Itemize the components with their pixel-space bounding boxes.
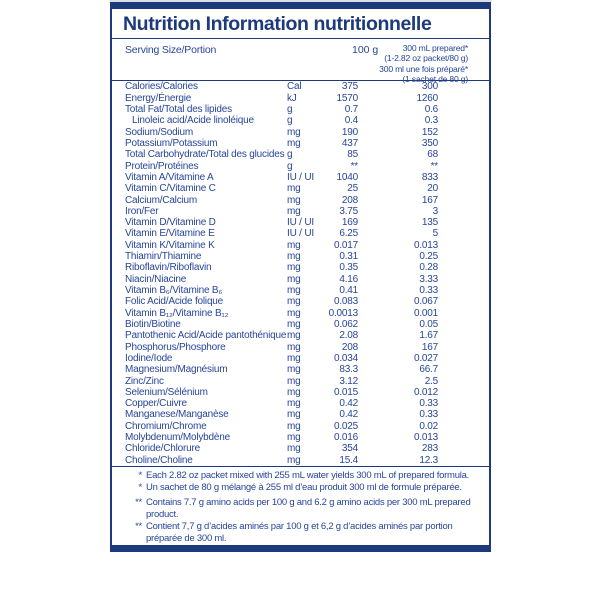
value-per-100g: 0.7	[344, 104, 358, 115]
value-per-100g: 354	[341, 443, 358, 455]
nutrient-unit: mg	[287, 251, 301, 263]
nutrient-row	[125, 455, 489, 466]
nutrient-row	[125, 285, 489, 296]
value-per-300ml: 3	[432, 205, 438, 217]
prepared-line-2: (1-2.82 oz packet/80 g)	[384, 53, 468, 64]
nutrition-label	[110, 2, 491, 552]
nutrient-row	[125, 274, 489, 285]
nutrient-row	[125, 342, 489, 353]
nutrient-unit: g	[287, 149, 293, 161]
value-per-300ml: 0.02	[419, 420, 438, 432]
nutrient-unit: mg	[287, 126, 301, 138]
nutrient-name: Protein/Protéines	[125, 160, 199, 172]
footnote-text: Each 2.82 oz packet mixed with 255 mL water yields 300 mL of prepared formula.	[146, 470, 470, 481]
value-per-100g: 83.3	[339, 364, 358, 376]
value-per-300ml: 300	[421, 81, 438, 93]
value-per-100g: 0.4	[344, 115, 358, 127]
nutrient-name: Vitamin B₆/Vitamine B₆	[125, 285, 223, 296]
nutrient-row	[125, 195, 489, 206]
nutrient-name: Energy/Énergie	[125, 92, 192, 104]
value-per-300ml: 0.013	[413, 239, 438, 251]
nutrient-unit: g	[287, 160, 293, 172]
nutrient-row	[125, 262, 489, 273]
value-per-100g: 1040	[336, 171, 358, 183]
value-per-300ml: 0.067	[413, 296, 438, 308]
nutrient-unit: mg	[287, 285, 301, 296]
prepared-line-4: (1 sachet de 80 g)	[402, 73, 468, 84]
value-per-300ml: **	[430, 160, 438, 172]
nutrient-name: Total Carbohydrate/Total des glucides	[125, 149, 285, 161]
value-per-300ml: 1.67	[419, 330, 438, 342]
nutrient-unit: mg	[287, 398, 301, 410]
value-per-300ml: 0.013	[413, 432, 438, 444]
nutrient-unit: mg	[287, 307, 301, 319]
value-per-100g: 0.35	[339, 262, 358, 274]
nutrient-name: Vitamin K/Vitamine K	[125, 239, 215, 251]
nutrient-row	[125, 115, 489, 126]
nutrient-name: Vitamin C/Vitamine C	[125, 183, 216, 195]
value-per-100g: 0.034	[333, 352, 358, 364]
value-per-300ml: 0.001	[413, 307, 438, 319]
nutrient-unit: mg	[287, 262, 301, 274]
value-per-300ml: 350	[421, 137, 438, 149]
nutrient-unit: mg	[287, 364, 301, 376]
nutrient-row	[125, 240, 489, 251]
value-per-100g: 437	[341, 137, 358, 149]
nutrient-unit: mg	[287, 341, 301, 353]
value-per-100g: 3.75	[339, 205, 358, 217]
nutrient-name: Vitamin D/Vitamine D	[125, 217, 216, 229]
value-per-300ml: 12.3	[419, 454, 438, 466]
value-per-300ml: 1260	[416, 92, 438, 104]
value-per-300ml: 0.33	[419, 409, 438, 421]
prepared-line-1: 300 mL prepared*	[402, 43, 468, 53]
nutrient-name: Molybdenum/Molybdène	[125, 432, 230, 444]
nutrient-unit: mg	[287, 443, 301, 455]
value-per-100g: 0.017	[333, 239, 358, 251]
nutrient-name: Vitamin E/Vitamine E	[125, 228, 215, 240]
nutrient-row	[125, 138, 489, 149]
nutrient-unit: mg	[287, 420, 301, 432]
nutrient-name: Selenium/Sélénium	[125, 386, 208, 398]
footnote-marker: **	[135, 521, 142, 532]
nutrient-name: Choline/Choline	[125, 454, 193, 466]
footnote-marker: *	[138, 482, 142, 493]
value-per-100g: 0.31	[339, 251, 358, 263]
nutrient-row	[125, 376, 489, 387]
nutrient-name: Calcium/Calcium	[125, 194, 198, 206]
nutrient-row	[125, 364, 489, 375]
nutrient-name: Iodine/Iode	[125, 352, 173, 364]
value-per-300ml: 3.33	[419, 273, 438, 285]
nutrient-row	[125, 398, 489, 409]
nutrient-row	[125, 206, 489, 217]
value-per-300ml: 2.5	[424, 375, 438, 387]
nutrient-name: Linoleic acid/Acide linoléique	[132, 115, 254, 127]
nutrient-table	[112, 81, 489, 467]
nutrient-name: Chloride/Chlorure	[125, 443, 200, 455]
value-per-300ml: 0.3	[424, 115, 438, 127]
value-per-100g: 190	[341, 126, 358, 138]
nutrient-name: Pantothenic Acid/Acide pantothénique	[125, 330, 287, 342]
nutrient-row	[125, 217, 489, 228]
column-header-prepared	[379, 43, 468, 84]
nutrient-unit: mg	[287, 296, 301, 308]
value-per-100g: 0.062	[333, 318, 358, 330]
footnote-text: Un sachet de 80 g mélangé à 255 ml d’eau produit 300 ml de formule préparée.	[146, 482, 462, 493]
nutrient-row	[125, 421, 489, 432]
value-per-100g: 0.015	[333, 386, 358, 398]
nutrient-unit: mg	[287, 137, 301, 149]
nutrient-unit: IU / UI	[287, 171, 314, 183]
footnotes	[112, 467, 489, 545]
value-per-100g: 208	[341, 194, 358, 206]
nutrient-unit: mg	[287, 454, 301, 466]
nutrient-unit: mg	[287, 194, 301, 206]
value-per-100g: 2.08	[339, 330, 358, 342]
nutrient-name: Riboflavin/Riboflavin	[125, 262, 212, 274]
value-per-100g: 0.083	[333, 296, 358, 308]
value-per-300ml: 0.012	[413, 386, 438, 398]
value-per-300ml: 0.25	[419, 251, 438, 263]
nutrient-name: Total Fat/Total des lipides	[125, 104, 232, 115]
prepared-line-3: 300 ml une fois préparé*	[379, 63, 468, 74]
nutrient-row	[125, 387, 489, 398]
serving-size-label: Serving Size/Portion	[125, 44, 217, 56]
value-per-300ml: 0.027	[413, 352, 438, 364]
nutrient-unit: g	[287, 104, 293, 115]
value-per-300ml: 0.33	[419, 285, 438, 296]
value-per-100g: 25	[347, 183, 358, 195]
nutrient-unit: IU / UI	[287, 217, 314, 229]
nutrient-name: Copper/Cuivre	[125, 398, 187, 410]
nutrient-name: Biotin/Biotine	[125, 318, 181, 330]
nutrient-name: Niacin/Niacine	[125, 273, 187, 285]
value-per-300ml: 0.28	[419, 262, 438, 274]
nutrient-row	[125, 432, 489, 443]
nutrient-unit: IU / UI	[287, 228, 314, 240]
nutrient-name: Iron/Fer	[125, 205, 159, 217]
nutrient-unit: Cal	[287, 81, 302, 93]
value-per-300ml: 0.33	[419, 398, 438, 410]
nutrient-unit: mg	[287, 409, 301, 421]
nutrient-row	[125, 104, 489, 115]
value-per-100g: 6.25	[339, 228, 358, 240]
nutrient-unit: mg	[287, 432, 301, 444]
column-header-100g: 100 g	[352, 44, 379, 56]
nutrient-row	[125, 149, 489, 160]
nutrient-unit: kJ	[287, 92, 297, 104]
footnote-marker: **	[135, 497, 142, 508]
nutrient-name: Calories/Calories	[125, 81, 198, 93]
nutrient-name: Vitamin A/Vitamine A	[125, 171, 214, 183]
value-per-300ml: 135	[421, 217, 438, 229]
footnote	[112, 497, 483, 521]
value-per-100g: 85	[347, 149, 358, 161]
value-per-100g: 0.025	[333, 420, 358, 432]
nutrient-row	[125, 443, 489, 454]
nutrient-name: Vitamin B₁₂/Vitamine B₁₂	[125, 307, 229, 319]
nutrient-row	[125, 228, 489, 239]
nutrient-name: Magnesium/Magnésium	[125, 364, 228, 376]
nutrient-name: Phosphorus/Phosphore	[125, 341, 226, 353]
footnote-text: Contains 7.7 g amino acids per 100 g and 6.2 g amino acids per 300 mL prepared product.	[146, 497, 471, 520]
nutrient-unit: mg	[287, 375, 301, 387]
value-per-100g: 0.42	[339, 398, 358, 410]
value-per-100g: 3.12	[339, 375, 358, 387]
value-per-100g: 1570	[336, 92, 358, 104]
value-per-100g: 0.42	[339, 409, 358, 421]
nutrient-row	[125, 409, 489, 420]
nutrient-row	[125, 93, 489, 104]
nutrient-row	[125, 308, 489, 319]
value-per-100g: 0.016	[333, 432, 358, 444]
value-per-300ml: 5	[432, 228, 438, 240]
nutrient-name: Potassium/Potassium	[125, 137, 218, 149]
nutrient-unit: mg	[287, 205, 301, 217]
label-title: Nutrition Information nutritionnelle	[112, 9, 489, 39]
nutrient-row	[125, 161, 489, 172]
nutrient-name: Zinc/Zinc	[125, 375, 164, 387]
nutrient-name: Manganese/Manganèse	[125, 409, 229, 421]
value-per-300ml: 20	[427, 183, 438, 195]
nutrient-row	[125, 183, 489, 194]
nutrient-row	[125, 330, 489, 341]
footnote	[112, 482, 483, 494]
value-per-100g: 169	[341, 217, 358, 229]
value-per-100g: 0.0013	[328, 307, 358, 319]
value-per-300ml: 167	[421, 194, 438, 206]
nutrient-row	[125, 172, 489, 183]
value-per-300ml: 68	[427, 149, 438, 161]
value-per-100g: 15.4	[339, 454, 358, 466]
footnote	[112, 470, 483, 482]
value-per-300ml: 167	[421, 341, 438, 353]
nutrient-row	[125, 251, 489, 262]
nutrient-name: Chromium/Chrome	[125, 420, 207, 432]
nutrient-unit: mg	[287, 183, 301, 195]
nutrient-row	[125, 127, 489, 138]
footnote-marker: *	[138, 470, 142, 481]
value-per-300ml: 0.05	[419, 318, 438, 330]
nutrient-unit: g	[287, 115, 293, 127]
nutrient-name: Thiamin/Thiamine	[125, 251, 202, 263]
nutrient-unit: mg	[287, 239, 301, 251]
nutrient-unit: mg	[287, 318, 301, 330]
nutrient-unit: mg	[287, 352, 301, 364]
nutrient-row	[125, 296, 489, 307]
value-per-300ml: 152	[421, 126, 438, 138]
value-per-100g: 4.16	[339, 273, 358, 285]
nutrient-unit: mg	[287, 273, 301, 285]
nutrient-name: Sodium/Sodium	[125, 126, 193, 138]
nutrient-row	[125, 353, 489, 364]
serving-size-row	[112, 39, 489, 84]
nutrient-row	[125, 319, 489, 330]
value-per-100g: 208	[341, 341, 358, 353]
footnote-text: Contient 7,7 g d’acides aminés par 100 g et 6,2 g d’acides aminés par portion préparée de 300 ml.	[146, 521, 453, 544]
nutrient-name: Folic Acid/Acide folique	[125, 296, 224, 308]
value-per-300ml: 0.6	[424, 104, 438, 115]
value-per-300ml: 833	[421, 171, 438, 183]
value-per-300ml: 283	[421, 443, 438, 455]
value-per-100g: 0.41	[339, 285, 358, 296]
value-per-100g: **	[350, 160, 358, 172]
nutrient-unit: mg	[287, 330, 301, 342]
value-per-100g: 375	[341, 81, 358, 93]
nutrient-unit: mg	[287, 386, 301, 398]
value-per-300ml: 66.7	[419, 364, 438, 376]
footnote	[112, 521, 483, 545]
